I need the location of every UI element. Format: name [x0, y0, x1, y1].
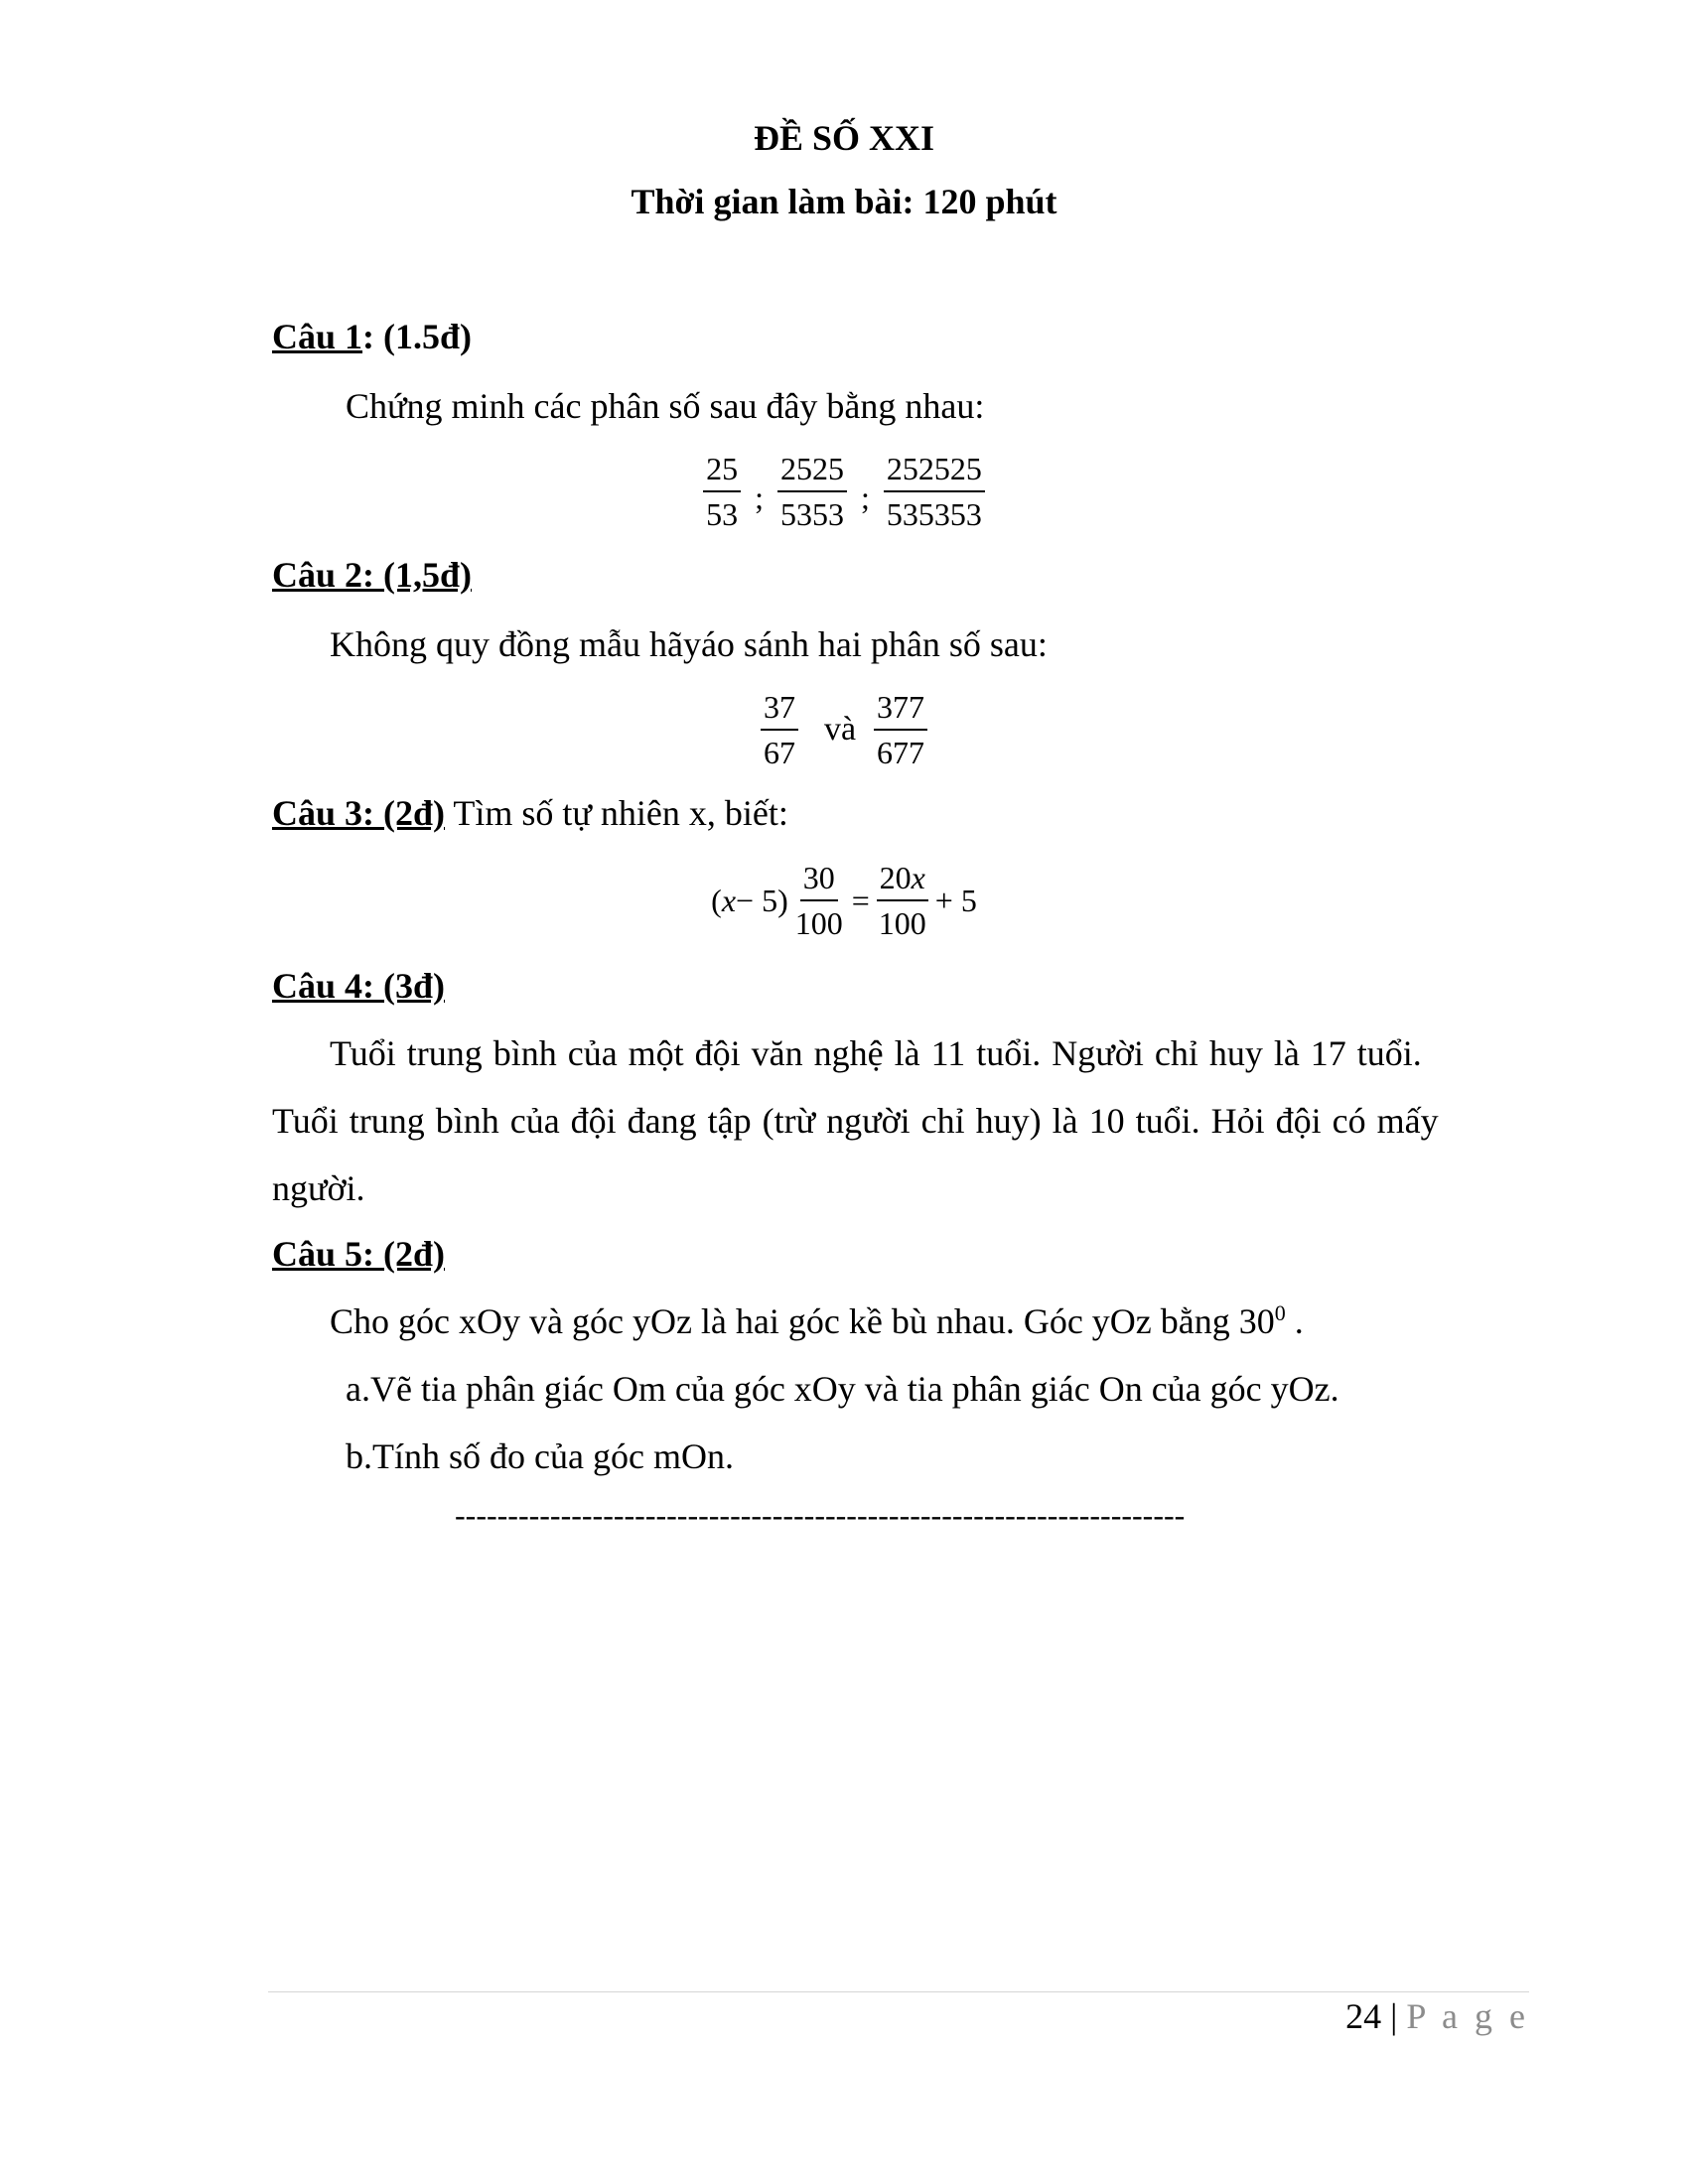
question-5-line-end: . — [1285, 1301, 1304, 1341]
page-subtitle: Thời gian làm bài: 120 phút — [631, 182, 1057, 221]
question-5-heading: Câu 5: (2đ) — [272, 1234, 446, 1274]
fraction-numerator: 377 — [874, 687, 927, 731]
fraction-numerator: 2525 — [777, 449, 847, 492]
fraction-numerator — [877, 858, 928, 901]
equation-lhs-rest: − 5) — [736, 882, 788, 918]
fraction-numerator: 25 — [703, 449, 741, 492]
page-number: 24 — [1345, 1996, 1382, 2036]
question-1-fractions — [0, 449, 1688, 534]
degree-superscript: 0 — [1274, 1300, 1286, 1325]
fraction-lhs — [792, 858, 846, 943]
question-1-prompt: Chứng minh các phân số sau đây bằng nhau: — [346, 386, 985, 426]
question-5-part-a: a.Vẽ tia phân giác Om của góc xOy và tia phân giác On của góc yOz. — [346, 1369, 1339, 1409]
fraction-denominator: 677 — [877, 735, 925, 770]
fraction-numerator: 30 — [800, 858, 838, 901]
conjunction: và — [823, 711, 857, 748]
equation-tail: + 5 — [934, 882, 977, 918]
fraction-right — [874, 687, 927, 772]
fraction-denominator: 5353 — [780, 496, 844, 532]
question-3-equation — [0, 858, 1688, 943]
question-3-prompt: Tìm số tự nhiên x, biết: — [445, 793, 788, 833]
numerator-variable: x — [911, 860, 925, 895]
question-1-label: Câu 1 — [272, 317, 363, 356]
dashed-divider: --------------------------------------------------------------------- — [455, 1497, 1186, 1533]
page-footer — [1345, 1995, 1529, 2037]
question-1-heading — [272, 316, 472, 357]
footer-rule — [268, 1991, 1529, 1992]
fraction-denominator: 53 — [706, 496, 739, 532]
equals-sign: = — [851, 882, 870, 918]
question-3-label: Câu 3: (2đ) — [272, 793, 446, 833]
fraction-denominator: 100 — [794, 905, 843, 941]
fraction-3 — [884, 449, 985, 534]
fraction-numerator: 252525 — [884, 449, 985, 492]
fraction-left — [761, 687, 798, 772]
question-4-line-3: người. — [272, 1168, 365, 1208]
question-2-heading: Câu 2: (1,5đ) — [272, 555, 473, 595]
question-4-line-1: Tuổi trung bình của một đội văn nghệ là 11 tuổi. Người chỉ huy là 17 tuổi. — [330, 1033, 1422, 1073]
page-bar: | — [1381, 1996, 1407, 2036]
fraction-numerator: 37 — [761, 687, 798, 731]
fraction-denominator: 67 — [763, 735, 795, 770]
fraction-separator: ; — [755, 478, 764, 515]
fraction-rhs — [876, 858, 929, 943]
fraction-1 — [703, 449, 741, 534]
question-3-heading — [272, 792, 788, 834]
question-4-line-2: Tuổi trung bình của đội đang tập (trừ người chỉ huy) là 10 tuổi. Hỏi đội có mấy — [272, 1101, 1439, 1141]
numerator-coefficient: 20 — [879, 860, 912, 895]
question-5-part-b: b.Tính số đo của góc mOn. — [346, 1436, 734, 1476]
question-5-text: Cho góc xOy và góc yOz là hai góc kề bù nhau. Góc yOz bằng 30 — [330, 1301, 1275, 1341]
fraction-denominator: 100 — [878, 905, 926, 941]
question-4-heading: Câu 4: (3đ) — [272, 966, 446, 1006]
equation-lhs-open: ( — [711, 882, 722, 918]
fraction-denominator: 535353 — [886, 496, 982, 532]
equation-variable: x — [721, 882, 737, 918]
question-5-line-1 — [330, 1300, 1304, 1342]
question-2-prompt: Không quy đồng mẫu hãyáo sánh hai phân số sau: — [330, 624, 1048, 664]
fraction-separator: ; — [861, 478, 870, 515]
question-2-fractions — [0, 687, 1688, 772]
fraction-2 — [777, 449, 847, 534]
question-1-points: : (1.5đ) — [362, 317, 473, 356]
page-word: P a g e — [1406, 1996, 1529, 2036]
page-title: ĐỀ SỐ XXI — [753, 118, 935, 158]
